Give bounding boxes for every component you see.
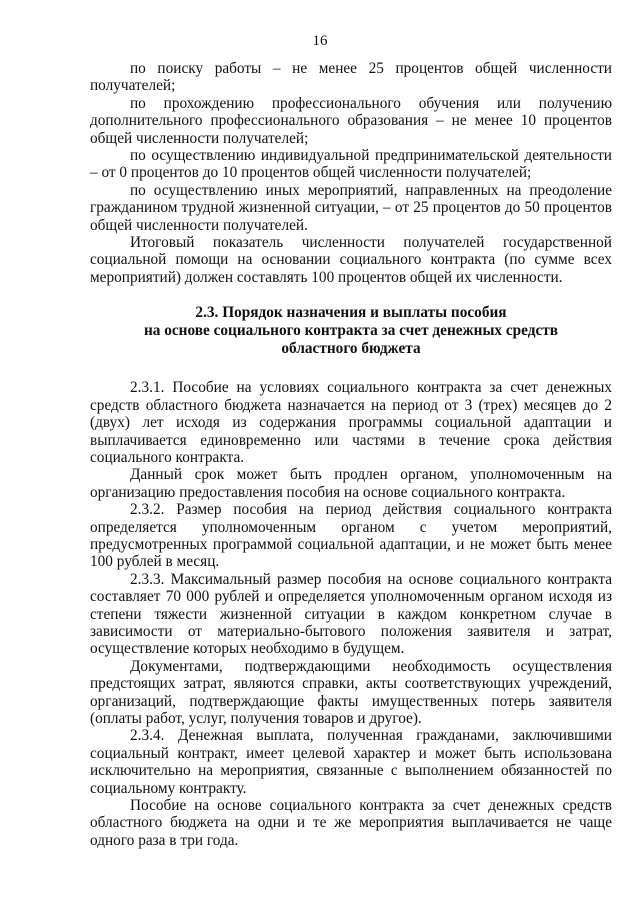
paragraph-term-extension: Данный срок может быть продлен органом, уполномоченным на организацию предоставления пособия на основе социального контракта. — [90, 466, 612, 501]
document-body — [90, 60, 612, 849]
paragraph-other-measures: по осуществлению иных мероприятий, направленных на преодоление гражданином трудной жизненной ситуации, – от 25 процентов до 50 процентов общей численности получателей. — [90, 181, 612, 234]
paragraph-documents: Документами, подтверждающими необходимость осуществления предстоящих затрат, являются справки, акты соответствующих учреждений, организаций, подтверждающие факты имущественных потерь заявителя (оплаты работ, услуг, получения товаров и другое). — [90, 657, 612, 727]
paragraph-2-3-4: 2.3.4. Денежная выплата, полученная гражданами, заключившими социальный контракт, имеет целевой характер и может быть использована исключительно на мероприятия, связанные с выполнением обязанностей по социальному контракту. — [90, 727, 612, 797]
paragraph-frequency: Пособие на основе социального контракта за счет денежных средств областного бюджета на одни и те же мероприятия выплачивается не чаще одного раза в три года. — [90, 797, 612, 849]
paragraph-total-indicator: Итоговый показатель численности получателей государственной социальной помощи на основании социального контракта (по сумме всех мероприятий) должен составлять 100 процентов общей их численности. — [90, 234, 612, 286]
paragraph-2-3-2: 2.3.2. Размер пособия на период действия социального контракта определяется уполномоченным органом с учетом мероприятий, предусмотренных программой социальной адаптации, и не может быть менее 100 рублей в месяц. — [90, 501, 612, 571]
paragraph-job-search: по поиску работы – не менее 25 процентов общей численности получателей; — [90, 60, 612, 95]
page-number: 16 — [312, 33, 328, 49]
paragraph-2-3-1: 2.3.1. Пособие на условиях социального контракта за счет денежных средств областного бюджета назначается на период от 3 (трех) месяцев до 2 (двух) лет исходя из содержания программы социальной адаптации и выплачивается единовременно или частями в течение срока действия социального контракта. — [90, 379, 612, 466]
section-heading — [90, 304, 612, 358]
section-heading-line-3: областного бюджета — [281, 340, 421, 358]
section-heading-line-2: на основе социального контракта за счет денежных средств — [143, 322, 559, 340]
paragraph-training: по прохождению профессионального обучения или получению дополнительного профессионального образования – не менее 10 процентов общей численности получателей; — [90, 94, 612, 147]
paragraph-entrepreneurship: по осуществлению индивидуальной предпринимательской деятельности – от 0 процентов до 10 процентов общей численности получателей; — [90, 147, 612, 182]
section-heading-line-1: 2.3. Порядок назначения и выплаты пособия — [195, 304, 507, 322]
paragraph-2-3-3: 2.3.3. Максимальный размер пособия на основе социального контракта составляет 70 000 рублей и определяется уполномоченным органом исходя из степени тяжести жизненной ситуации в каждом конкретном случае в зависимости от материально-бытового положения заявителя и затрат, осуществление которых необходимо в будущем. — [90, 570, 612, 658]
